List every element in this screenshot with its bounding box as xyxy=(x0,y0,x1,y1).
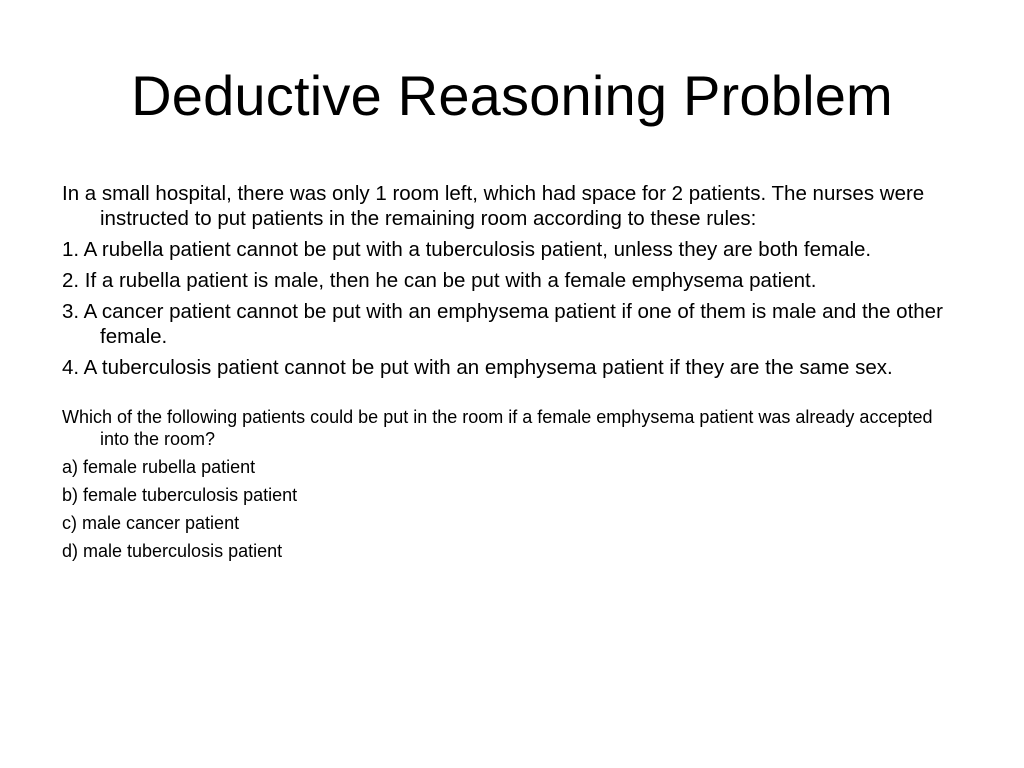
rule-1: 1. A rubella patient cannot be put with a tuberculosis patient, unless they are both female. xyxy=(62,238,872,261)
rule-2: 2. If a rubella patient is male, then he can be put with a female emphysema patient. xyxy=(62,269,817,292)
rule-4: 4. A tuberculosis patient cannot be put with an emphysema patient if they are the same sex. xyxy=(62,356,893,379)
option-c: c) male cancer patient xyxy=(62,513,240,533)
option-d: d) male tuberculosis patient xyxy=(62,541,283,561)
question-block xyxy=(62,406,962,562)
intro-text: In a small hospital, there was only 1 room left, which had space for 2 patients. The nurses were instructed to put patients in the remaining room according to these rules: xyxy=(62,182,925,230)
slide-body xyxy=(62,181,962,568)
option-b: b) female tuberculosis patient xyxy=(62,485,298,505)
slide-title: Deductive Reasoning Problem xyxy=(131,64,893,127)
rule-3: 3. A cancer patient cannot be put with an emphysema patient if one of them is male and the other female. xyxy=(62,300,943,348)
option-a: a) female rubella patient xyxy=(62,457,256,477)
question-text: Which of the following patients could be put in the room if a female emphysema patient was already accepted into the room? xyxy=(62,407,933,449)
